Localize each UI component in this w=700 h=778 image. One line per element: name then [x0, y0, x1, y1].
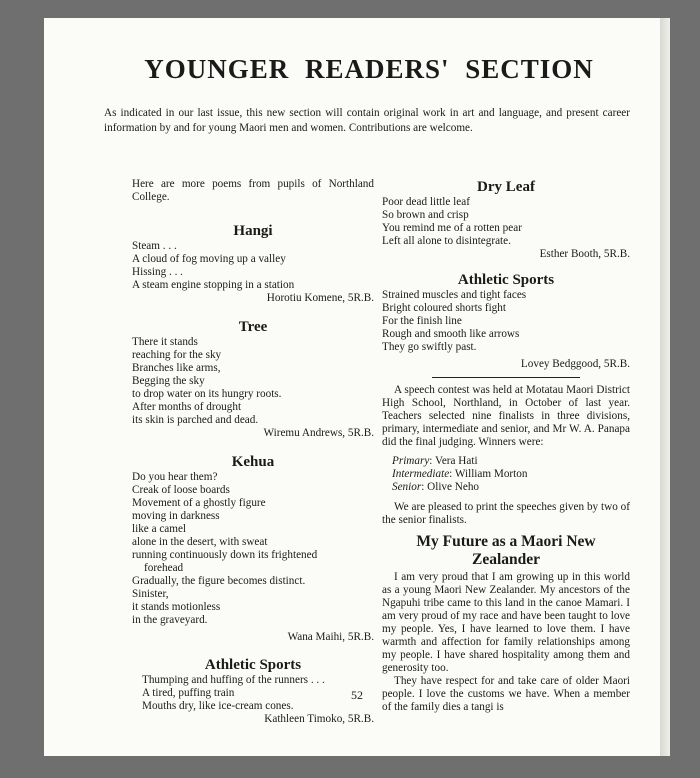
poem-line: They go swiftly past.	[382, 341, 477, 353]
poem-title-athletic-sports-2: Athletic Sports	[457, 272, 555, 288]
poem-hangi	[132, 240, 374, 292]
poem-author: Wana Maihi, 5R.B.	[287, 631, 374, 643]
pleased-paragraph: We are pleased to print the speeches given by two of the senior finalists.	[382, 501, 630, 526]
poem-line: reaching for the sky	[132, 349, 222, 361]
speech-contest-paragraph: A speech contest was held at Motatau Maori District High School, Northland, in October of last year. Teachers selected nine finalists in three divisions, primary, intermediate and senior, and Mr W. A. Panapa did the final judging. Winners were:	[382, 384, 630, 448]
speech-paragraph: They have respect for and take care of older Maori people. I love the customs we have. When a member of the family dies a tangi is	[382, 675, 630, 713]
poem-line: A cloud of fog moving up a valley	[132, 253, 286, 265]
magazine-page	[44, 18, 670, 756]
lead-paragraph: Here are more poems from pupils of Northland College.	[132, 178, 374, 203]
poem-title-dry-leaf: Dry Leaf	[477, 179, 535, 195]
poem-line: Bright coloured shorts fight	[382, 302, 506, 314]
poem-tree	[132, 336, 374, 427]
poem-line: Steam . . .	[132, 240, 177, 252]
poem-line: Movement of a ghostly figure	[132, 497, 266, 509]
poem-title-kehua: Kehua	[231, 454, 275, 470]
poem-line: Thumping and huffing of the runners . . .	[142, 674, 325, 686]
poem-title-hangi: Hangi	[233, 223, 273, 239]
poem-athletic-sports-2	[382, 289, 630, 354]
intro-paragraph: As indicated in our last issue, this new section will contain original work in art and language, and present career information by and for young Maori men and women. Contributions are welcome.	[104, 107, 630, 134]
poem-line: moving in darkness	[132, 510, 220, 522]
poem-line: After months of drought	[132, 401, 242, 413]
poem-line: Do you hear them?	[132, 471, 218, 483]
poem-line: it stands motionless	[132, 601, 221, 613]
poem-line: For the finish line	[382, 315, 462, 327]
poem-line: Strained muscles and tight faces	[382, 289, 527, 301]
speech-paragraph: I am very proud that I am growing up in this world as a young Maori New Zealander. My ancestors of the Ngapuhi tribe came to this land in the canoe Mamari. I am very proud of my race and have been taught to love my people. Yes, I have learned to love them. I have warmth and affection for family relationships among my people. I have shared hospitality among them and generosity too.	[382, 571, 630, 674]
poem-line: Left all alone to disintegrate.	[382, 235, 511, 247]
poem-line: running continuously down its frightened	[132, 549, 318, 561]
poem-line: Begging the sky	[132, 375, 205, 387]
section-title: YOUNGER READERS' SECTION	[144, 54, 594, 84]
poem-line: So brown and crisp	[382, 209, 469, 221]
poem-line: A tired, puffing train	[142, 687, 235, 699]
poem-line: There it stands	[132, 336, 198, 348]
poem-line: Mouths dry, like ice-cream cones.	[142, 700, 294, 712]
speech-title: My Future as a Maori New Zealander	[416, 533, 596, 568]
poem-line: like a camel	[132, 523, 187, 535]
poem-line: in the graveyard.	[132, 614, 208, 626]
poem-kehua	[132, 471, 374, 627]
poem-line: You remind me of a rotten pear	[382, 222, 522, 234]
poem-line: Gradually, the figure becomes distinct.	[132, 575, 306, 587]
winner-row: Primary: Vera Hati	[392, 455, 478, 467]
page-number: 52	[351, 688, 363, 702]
poem-author: Kathleen Timoko, 5R.B.	[264, 713, 374, 725]
poem-title-athletic-sports: Athletic Sports	[204, 657, 302, 673]
divider-rule	[432, 377, 580, 378]
poem-title-tree: Tree	[238, 319, 268, 335]
poem-line: Poor dead little leaf	[382, 196, 470, 208]
poem-line: its skin is parched and dead.	[132, 414, 259, 426]
right-column	[382, 178, 630, 714]
winners-list	[382, 455, 630, 494]
poem-line: A steam engine stopping in a station	[132, 279, 295, 291]
winner-row: Intermediate: William Morton	[392, 468, 528, 480]
poem-author: Wiremu Andrews, 5R.B.	[263, 427, 374, 439]
poem-author: Esther Booth, 5R.B.	[539, 248, 630, 260]
poem-author: Horotiu Komene, 5R.B.	[266, 292, 374, 304]
poem-line: to drop water on its hungry roots.	[132, 388, 282, 400]
poem-line: Hissing . . .	[132, 266, 183, 278]
page-edge	[660, 18, 670, 756]
poem-line: forehead	[144, 562, 184, 574]
poem-line: Branches like arms,	[132, 362, 221, 374]
poem-author: Lovey Bedggood, 5R.B.	[520, 358, 630, 370]
poem-line: alone in the desert, with sweat	[132, 536, 268, 548]
poem-dry-leaf	[382, 196, 630, 248]
poem-line: Sinister,	[132, 588, 169, 600]
poem-line: Rough and smooth like arrows	[382, 328, 520, 340]
left-column	[132, 178, 374, 726]
poem-line: Creak of loose boards	[132, 484, 230, 496]
winner-row: Senior: Olive Neho	[392, 481, 480, 493]
